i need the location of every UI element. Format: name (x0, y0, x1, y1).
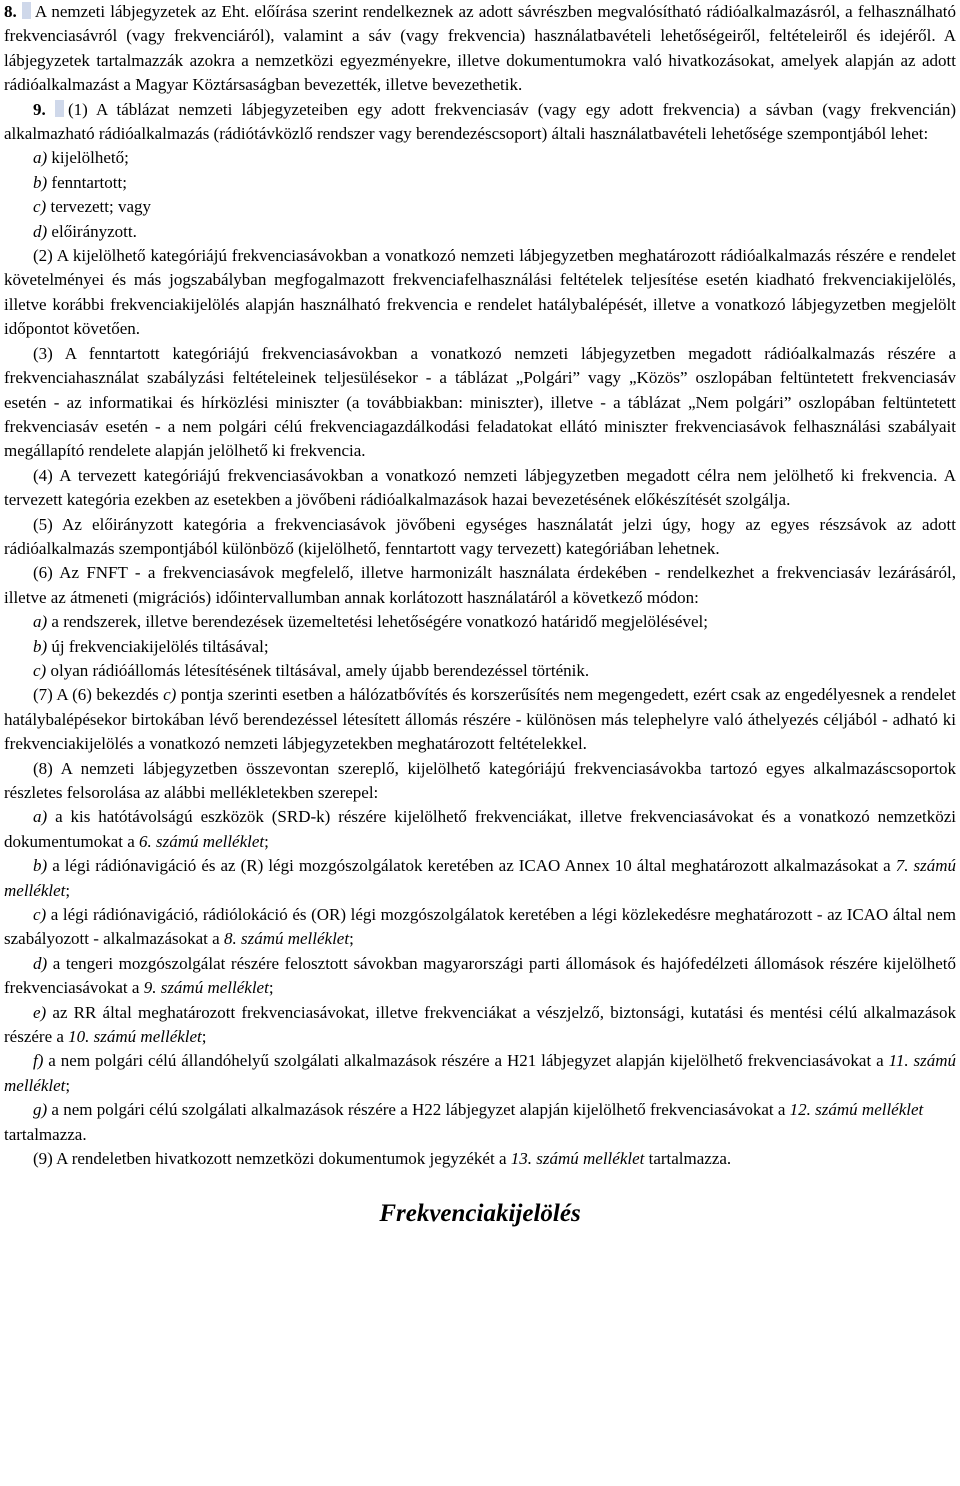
article-9-paragraph-9 (4, 1147, 956, 1171)
list-item (4, 659, 956, 683)
annex-reference: 7. számú melléklet (4, 856, 957, 900)
point-letter: b) (33, 856, 48, 876)
item-text: a légi rádiónavigáció, rádiólokáció és (OR) légi mozgószolgálatok keretében a légi közlekedésre meghatározott - az ICAO által nem szabályozott - alkalmazásokat a (4, 905, 956, 949)
list-item (4, 195, 956, 219)
highlight-marker (22, 2, 31, 19)
list-item (4, 220, 956, 244)
article-9-paragraph-8-close: tartalmazza. (4, 1124, 87, 1144)
article-9-paragraph-3: (3) A fenntartott kategóriájú frekvenciasávokban a vonatkozó nemzeti lábjegyzetben megadott rádióalkalmazás részére a frekvenciahasználat szabályzási feltételeinek teljesülésekor - a táblázat „Polgári” vagy „Közös” oszlopában feltüntetett frekvenciasáv esetén - az informatikai és hírközlési miniszter (a továbbiakban: miniszter), illetve - a táblázat „Nem polgári” oszlopában feltüntetett frekvenciasáv esetén - a nem polgári célú frekvenciagazdálkodási feladatokat ellátó miniszter frekvenciasávok felhasználási szabályait megállapító rendelete alapján jelölhető ki frekvencia. (4, 343, 956, 461)
item-end: ; (201, 1027, 207, 1047)
point-letter: a) (33, 807, 48, 827)
article-9-paragraph-4: (4) A tervezett kategóriájú frekvenciasávokban a vonatkozó nemzeti lábjegyzetben megadott célra nem jelölhető ki frekvencia. A tervezett kategória ezekben az esetekben a jövőbeni rádióalkalmazások hazai bevezetésének előkészítését szolgálja. (4, 465, 956, 510)
highlight-marker (55, 100, 64, 117)
annex-list (4, 805, 956, 1122)
section-heading: Frekvenciakijelölés (379, 1199, 581, 1227)
annex-reference: 6. számú melléklet (139, 831, 265, 851)
paragraph-text: pontja szerinti esetben a hálózatbővítés és korszerűsítés nem megengedett, ezért csak az engedélyesnek a rendelet hatálybalépésekor birtokában lévő berendezéssel létesített állomás részére - különösen más telephelyre való áthelyezés céljából - adható ki frekvenciakijelölés a vonatkozó nemzeti lábjegyzetekben meghatározott feltételekkel. (4, 685, 956, 754)
point-letter: d) (33, 221, 48, 241)
point-letter: c) (33, 197, 47, 217)
article-9-paragraph-5: (5) Az előirányzott kategória a frekvenciasávok jövőbeni egységes használatát jelzi úgy, hogy az egyes részsávok az adott rádióalkalmazás szempontjából különböző (kijelölhető, fenntartott vagy tervezett) kategóriában lehetnek. (4, 514, 956, 558)
item-text: kijelölhető; (47, 148, 129, 168)
point-letter: a) (33, 148, 48, 168)
article-text: A nemzeti lábjegyzetek az Eht. előírása szerint rendelkeznek az adott sávrészben megvalósítható rádióalkalmazásról, a felhasználható frekvenciasávról (vagy frekvenciáról), valamint a sáv (vagy frekvencia) használatbavételi lehetőségeiről, feltételeiről és idejéről. A lábjegyzetek tartalmazzák azokra a nemzetközi egyezményekre, illetve dokumentumokra való hivatkozásokat, amelyek alapján az adott rádióalkalmazást a Magyar Köztársaságban bevezették, illetve bevezethetik. (4, 2, 957, 95)
point-letter: d) (33, 953, 48, 973)
article-9-paragraph-8: (8) A nemzeti lábjegyzetben összevontan szereplő, kijelölhető kategóriájú frekvenciasávokba tartozó egyes alkalmazáscsoportok részletes felsorolása az alábbi mellékletekben szerepel: (4, 758, 956, 802)
list-item (4, 635, 956, 659)
list-item (4, 171, 956, 195)
article-number: 9. (33, 99, 46, 119)
article-9-paragraph-6: (6) Az FNFT - a frekvenciasávok megfelelő, illetve harmonizált használata érdekében - rendelkezhet a frekvenciasáv lezárásáról, illetve az átmeneti (migrációs) időintervallumban annak korlátozott használatáról a következő módon: (4, 563, 956, 607)
article-9-paragraph-2: (2) A kijelölhető kategóriájú frekvenciasávokban a vonatkozó nemzeti lábjegyzetben meghatározott rádióalkalmazás részére e rendelet követelményei és más jogszabályban megfogalmazott frekvenciafelhasználási feltételek teljesítése esetén kiadható frekvenciakijelölés, illetve korábbi frekvenciakijelölés alapján használható frekvencia e rendelet hatálybalépését, illetve a vonatkozó lábjegyzetben megjelölt időpontot követően. (4, 246, 956, 339)
category-list (4, 146, 956, 244)
item-text: előirányzott. (47, 221, 137, 241)
item-end: ; (65, 1075, 71, 1095)
list-item (4, 1098, 956, 1122)
point-letter: c) (33, 905, 47, 925)
point-letter: g) (33, 1100, 48, 1120)
item-text: új frekvenciakijelölés tiltásával; (47, 636, 269, 656)
item-end: ; (65, 880, 71, 900)
list-item (4, 805, 956, 854)
annex-reference: 13. számú melléklet (510, 1149, 645, 1169)
restriction-list (4, 610, 956, 683)
list-item (4, 146, 956, 170)
item-end: ; (349, 929, 354, 949)
list-item (4, 1001, 956, 1050)
article-9-paragraph-7 (4, 683, 956, 756)
item-text: a kis hatótávolságú eszközök (SRD-k) részére kijelölhető frekvenciákat, illetve frekvenciasávokat és a vonatkozó nemzetközi dokumentumokat a (4, 807, 956, 851)
list-item (4, 903, 956, 952)
list-item (4, 854, 956, 903)
item-text: olyan rádióállomás létesítésének tiltásával, amely újabb berendezéssel történik. (46, 660, 590, 680)
paragraph-text: tartalmazza. (644, 1149, 732, 1169)
item-text: a nem polgári célú állandóhelyű szolgálati alkalmazások részére a H21 lábjegyzet alapján kijelölhető frekvenciasávokat a (43, 1051, 889, 1071)
article-number: 8. (4, 2, 17, 21)
article-8 (4, 0, 956, 98)
point-letter: c) (163, 685, 177, 705)
item-text: a nem polgári célú szolgálati alkalmazások részére a H22 lábjegyzet alapján kijelölhető frekvenciasávokat a (47, 1100, 790, 1120)
point-letter: a) (33, 612, 48, 632)
list-item (4, 610, 956, 634)
annex-reference: 10. számú melléklet (68, 1027, 202, 1047)
list-item (4, 1049, 956, 1098)
item-text: tervezett; vagy (46, 197, 151, 217)
item-end: ; (264, 831, 269, 851)
annex-reference: 11. számú melléklet (4, 1051, 957, 1095)
item-text: a légi rádiónavigáció és az (R) légi mozgószolgálatok keretében az ICAO Annex 10 által meghatározott alkalmazásokat a (47, 856, 896, 876)
item-end: ; (268, 978, 274, 998)
item-text: a tengeri mozgószolgálat részére felosztott sávokban magyarországi parti állomások és hajófedélzeti állomások részére kijelölhető frekvenciasávokat a (4, 953, 956, 998)
annex-reference: 8. számú melléklet (223, 929, 350, 949)
point-letter: f) (33, 1051, 44, 1071)
annex-reference: 9. számú melléklet (143, 978, 269, 998)
document-page (4, 0, 956, 1226)
paragraph-text: (7) A (6) bekezdés (33, 685, 164, 705)
item-text: a rendszerek, illetve berendezések üzemeltetési lehetőségére vonatkozó határidő megjelölésével; (47, 612, 708, 632)
point-letter: e) (33, 1002, 47, 1022)
point-letter: b) (33, 172, 48, 192)
article-9-paragraph-1 (4, 98, 956, 147)
paragraph-text: (1) A táblázat nemzeti lábjegyzeteiben egy adott frekvenciasáv (vagy egy adott frekvencia) a sávban (vagy frekvencián) alkalmazható rádióalkalmazás (rádiótávközlő rendszer vagy berendezéscsoport) általi használatbavételi lehetősége szempontjából lehet: (4, 99, 957, 144)
annex-reference: 12. számú melléklet (789, 1100, 924, 1120)
point-letter: b) (33, 636, 48, 656)
paragraph-text: (9) A rendeletben hivatkozott nemzetközi dokumentumok jegyzékét a (33, 1149, 511, 1169)
point-letter: c) (33, 660, 47, 680)
item-text: az RR által meghatározott frekvenciasávokat, illetve frekvenciákat a vészjelző, biztonsági, kutatási és mentési célú alkalmazások részére a (4, 1002, 956, 1047)
list-item (4, 952, 956, 1001)
item-text: fenntartott; (47, 172, 127, 192)
